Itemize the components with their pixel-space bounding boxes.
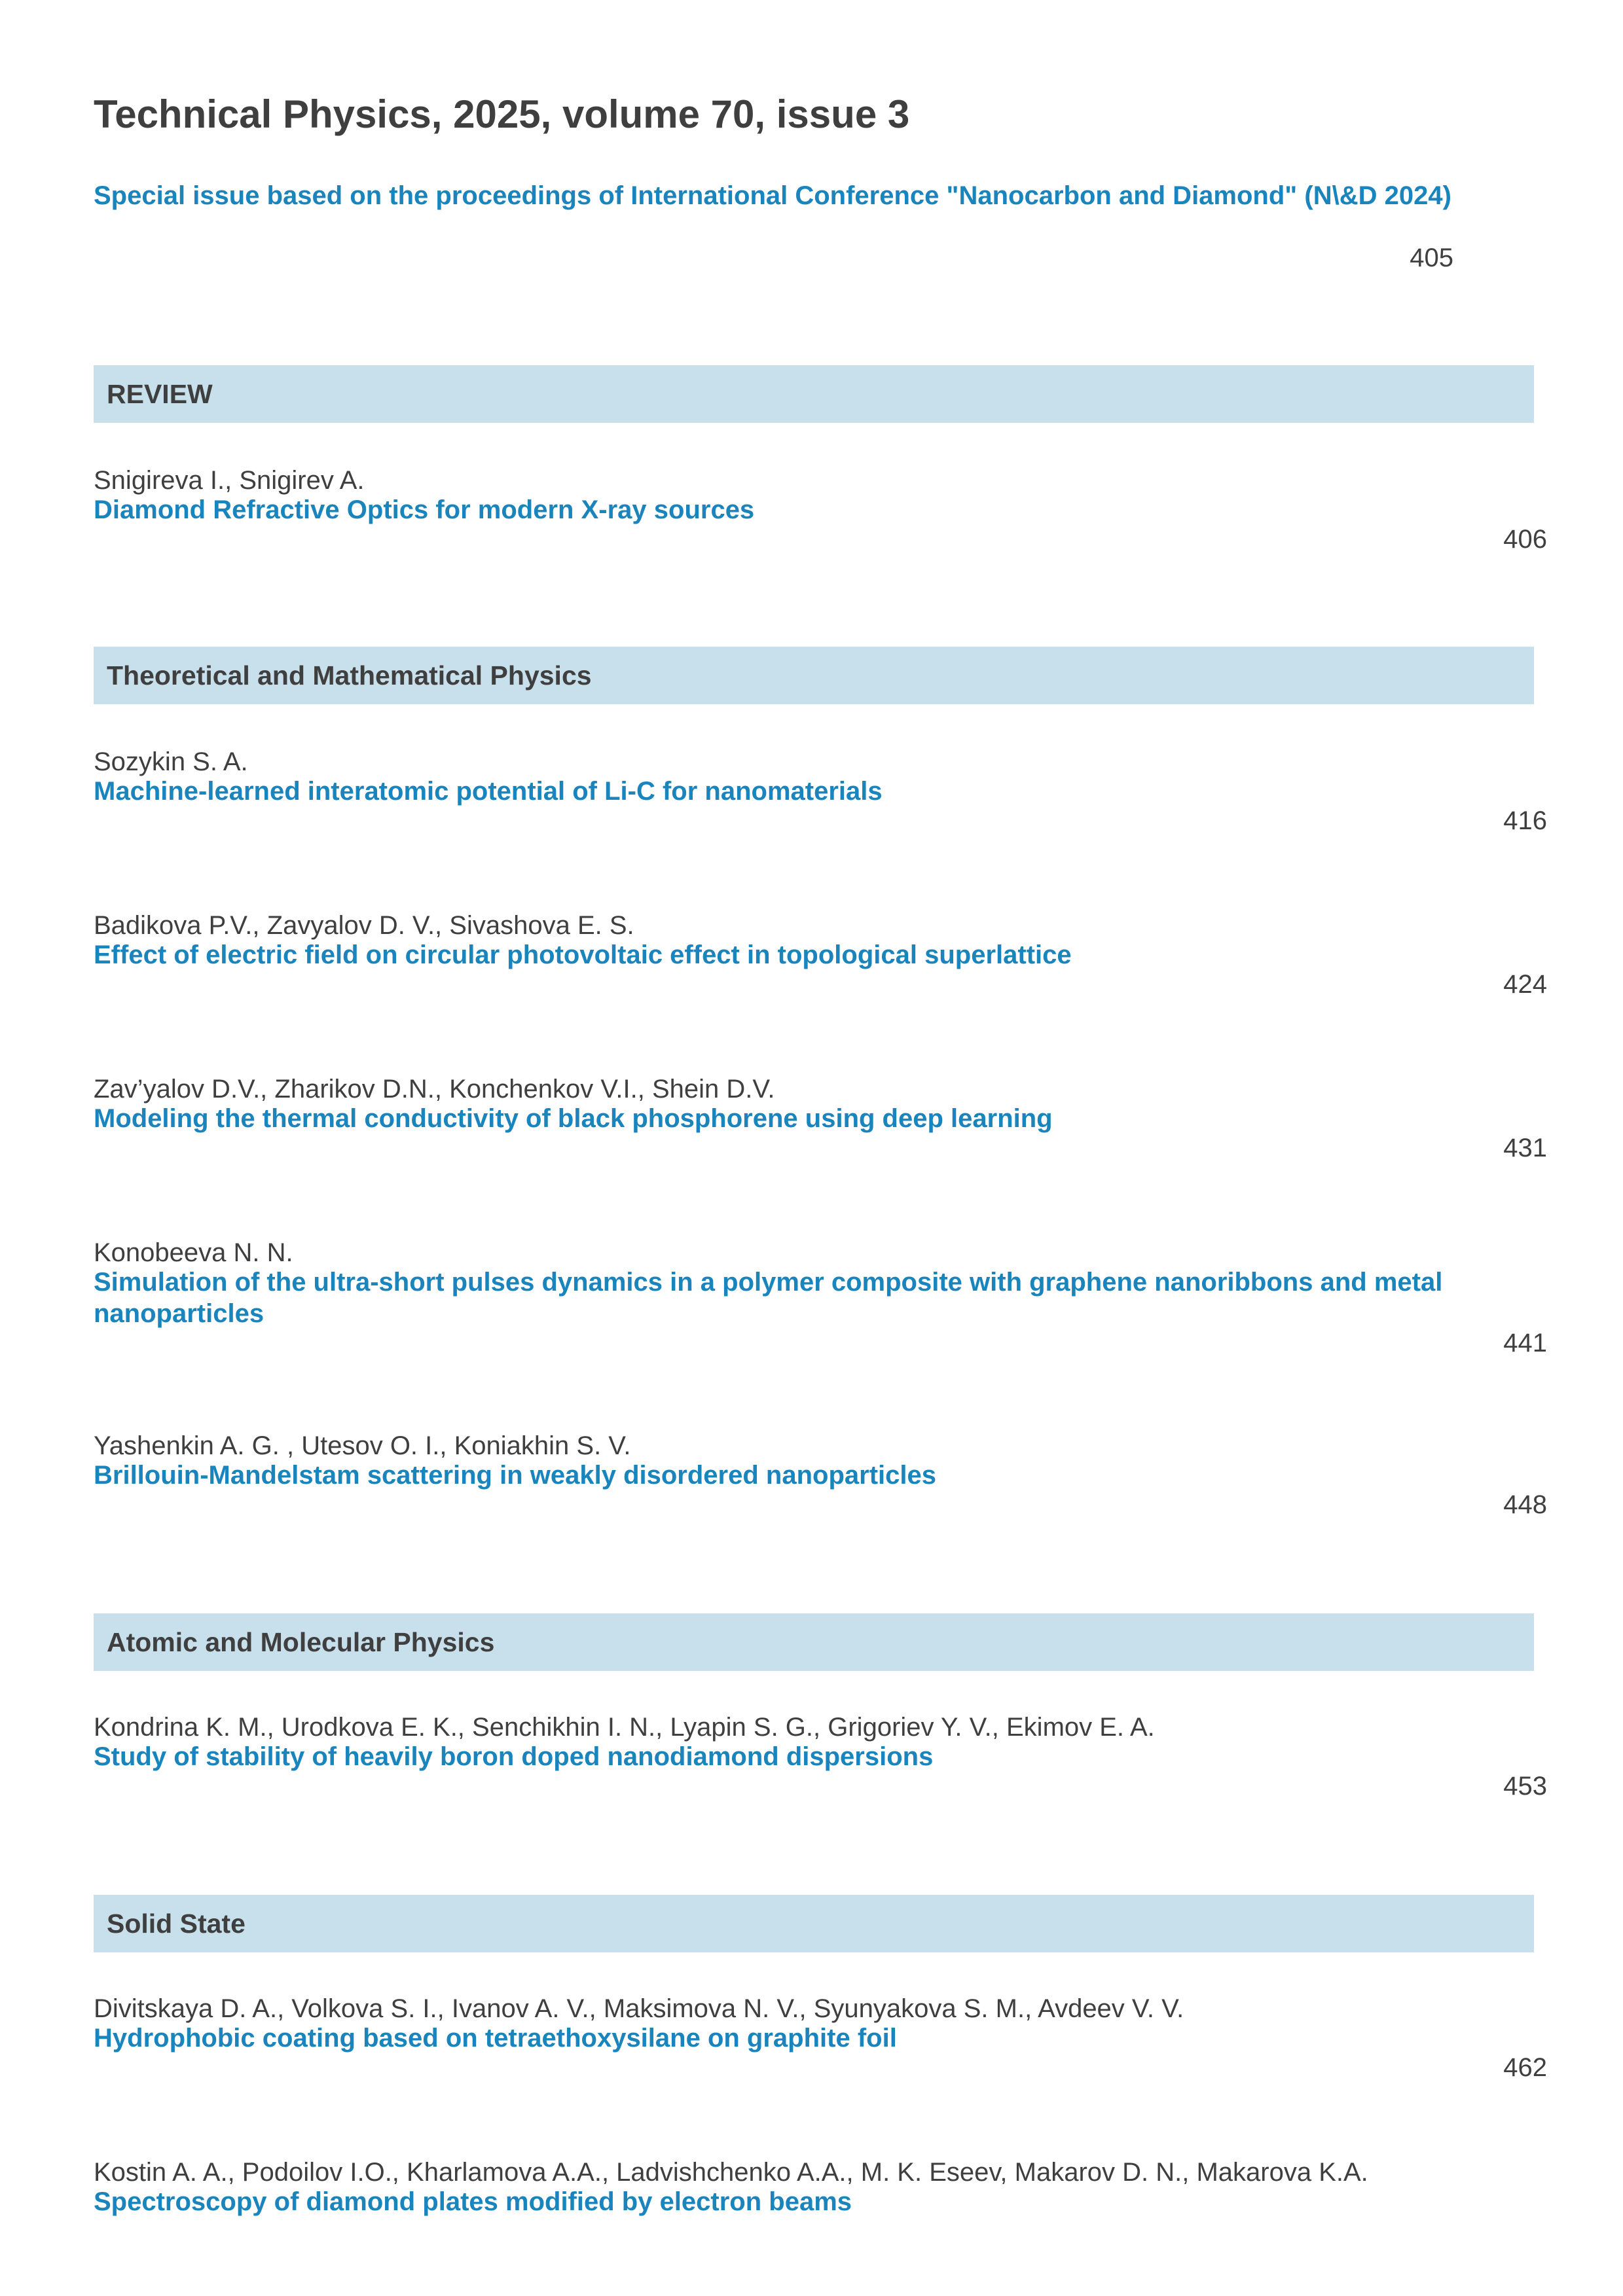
article-authors: Yashenkin A. G. , Utesov O. I., Koniakhin S. V. bbox=[94, 1431, 631, 1460]
page-number: 441 bbox=[1503, 1329, 1547, 1357]
section-heading: Atomic and Molecular Physics bbox=[107, 1627, 495, 1657]
page-number: 462 bbox=[1503, 2053, 1547, 2082]
page-number: 453 bbox=[1503, 1772, 1547, 1801]
article-authors: Sozykin S. A. bbox=[94, 747, 248, 776]
section-header-review bbox=[94, 365, 1534, 423]
article-authors: Divitskaya D. A., Volkova S. I., Ivanov A. V., Maksimova N. V., Syunyakova S. M., Avdeev V. V. bbox=[94, 1994, 1184, 2023]
page-number: 448 bbox=[1503, 1490, 1547, 1519]
article-title-link[interactable]: Effect of electric field on circular photovoltaic effect in topological superlattice bbox=[94, 941, 1072, 969]
article-authors: Zav’yalov D.V., Zharikov D.N., Konchenkov V.I., Shein D.V. bbox=[94, 1075, 775, 1103]
article-authors: Badikova P.V., Zavyalov D. V., Sivashova E. S. bbox=[94, 911, 634, 940]
section-header-atomic-molecular-physics bbox=[94, 1613, 1534, 1671]
article-title-link[interactable]: Diamond Refractive Optics for modern X-ray sources bbox=[94, 495, 755, 524]
section-heading: REVIEW bbox=[107, 379, 213, 409]
page-title: Technical Physics, 2025, volume 70, issue 3 bbox=[94, 92, 910, 136]
article-authors: Kondrina K. M., Urodkova E. K., Senchikhin I. N., Lyapin S. G., Grigoriev Y. V., Ekimov E. A. bbox=[94, 1713, 1155, 1742]
article-title-link[interactable]: Hydrophobic coating based on tetraethoxysilane on graphite foil bbox=[94, 2024, 897, 2053]
section-header-solid-state bbox=[94, 1895, 1534, 1952]
section-heading: Theoretical and Mathematical Physics bbox=[107, 660, 592, 691]
page-number: 406 bbox=[1503, 525, 1547, 554]
article-authors: Snigireva I., Snigirev A. bbox=[94, 466, 365, 495]
article-title-link[interactable]: Spectroscopy of diamond plates modified by electron beams bbox=[94, 2187, 852, 2216]
page-number: 405 bbox=[1410, 243, 1453, 272]
article-title-link[interactable]: Brillouin-Mandelstam scattering in weakly disordered nanoparticles bbox=[94, 1461, 936, 1490]
article-title-link[interactable]: Machine-learned interatomic potential of Li-C for nanomaterials bbox=[94, 777, 883, 806]
article-title-link[interactable]: Simulation of the ultra-short pulses dynamics in a polymer composite with graphene nanoribbons and metal nanoparticles bbox=[94, 1268, 1443, 1328]
section-heading: Solid State bbox=[107, 1909, 246, 1939]
article-authors: Konobeeva N. N. bbox=[94, 1238, 293, 1267]
article-title-link[interactable]: Modeling the thermal conductivity of black phosphorene using deep learning bbox=[94, 1104, 1053, 1133]
article-title-link[interactable]: Study of stability of heavily boron doped nanodiamond dispersions bbox=[94, 1742, 934, 1771]
special-issue-link[interactable]: Special issue based on the proceedings of International Conference "Nanocarbon and Diamond" (N\&D 2024) bbox=[94, 181, 1451, 210]
page-number: 424 bbox=[1503, 970, 1547, 999]
page-number: 416 bbox=[1503, 806, 1547, 835]
page-number: 431 bbox=[1503, 1134, 1547, 1162]
article-authors: Kostin A. A., Podoilov I.O., Kharlamova A.A., Ladvishchenko A.A., M. K. Eseev, Makarov D. N., Makarova K.A. bbox=[94, 2158, 1368, 2187]
section-header-theoretical-physics bbox=[94, 647, 1534, 704]
